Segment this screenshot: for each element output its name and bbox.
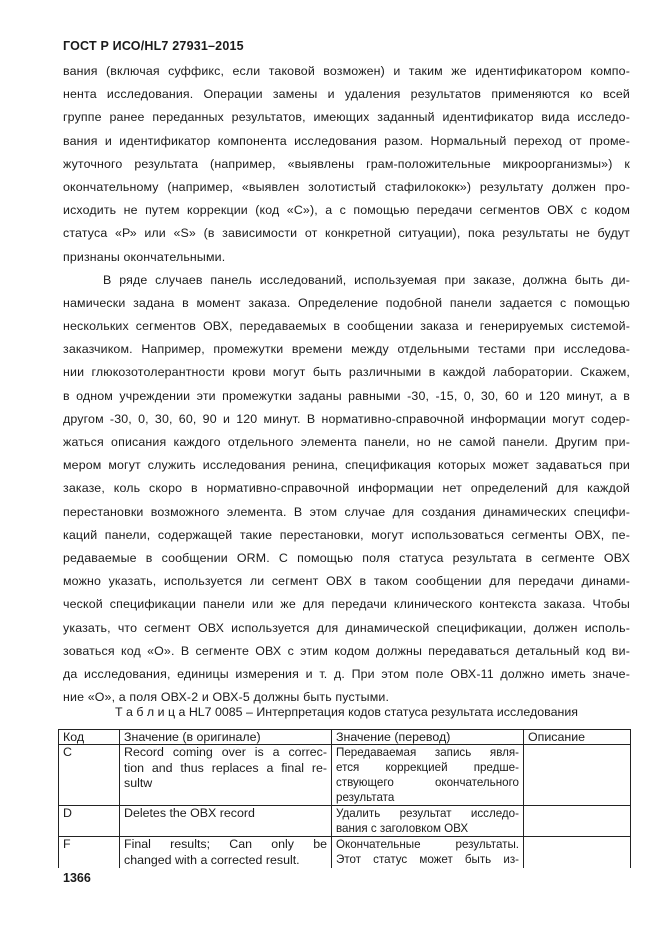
table-row xyxy=(59,837,631,869)
table-row xyxy=(59,806,631,837)
code-cell: C xyxy=(59,745,120,806)
document-header: ГОСТ Р ИСО/HL7 27931–2015 xyxy=(63,39,244,53)
text-line: другом -30, 0, 30, 60, 90 и 120 минут. В нормативно-справочной информации могут содер- xyxy=(63,411,630,426)
text-line: исходить не путем коррекции (код «С»), а с помощью передачи сегментов ОВХ с кодом xyxy=(63,203,630,218)
translation-cell xyxy=(332,837,524,869)
text-line: да исследования, единицы измерения и т. д. При этом поле ОВХ-11 должно иметь значе- xyxy=(63,666,630,681)
table-header-row xyxy=(59,730,631,745)
cell-line: Окончательные результаты. xyxy=(336,838,519,851)
cell-line: ется коррекцией предше- xyxy=(336,761,519,774)
text-line: жуточного результата (например, «выявлены грам-положительные микроорганизмы») к xyxy=(63,156,630,171)
paragraph-2 xyxy=(63,269,630,710)
text-line: признаны окончательными. xyxy=(63,249,226,264)
column-header-translation: Значение (перевод) xyxy=(332,730,524,745)
original-cell xyxy=(120,745,332,806)
code-cell: F xyxy=(59,837,120,869)
text-line: намически задана в момент заказа. Определение подобной панели задается с помощью xyxy=(63,295,630,310)
translation-cell xyxy=(332,745,524,806)
text-line: мером могут служить исследования ренина, спецификация которых может задаваться при xyxy=(63,458,630,473)
column-header-description: Описание xyxy=(524,730,631,745)
page-number: 1366 xyxy=(63,871,91,885)
text-line: нескольких сегментов ОВХ, передаваемых в сообщении заказа и генерируемых системой- xyxy=(63,319,630,334)
column-header-code: Код xyxy=(59,730,120,745)
cell-line: Удалить результат исследо- xyxy=(336,807,519,820)
text-line: вания и идентификатор компонента исследования разом. Нормальный переход от проме- xyxy=(63,133,630,148)
text-line: указать, что сегмент ОВХ используется для динамической спецификации, должен исполь- xyxy=(63,620,630,635)
text-line: ние «О», а поля ОВХ-2 и ОВХ-5 должны быть пустыми. xyxy=(63,690,390,705)
text-line: окончательному (например, «выявлен золотистый стафилококк») результату должен про- xyxy=(63,179,630,194)
text-line: в одном учреждении эти промежутки заданы равными -30, -15, 0, 30, 60 и 120 минут, а в xyxy=(63,388,630,403)
text-line: можно указать, используется ли сегмент ОВХ в таком сообщении для передачи динами- xyxy=(63,574,630,589)
text-line: зоваться код «О». В сегменте ОВХ с этим кодом должны передаваться детальный код ви- xyxy=(63,643,630,658)
text-line: нии глюкозотолерантности крови могут быть различными в каждой лаборатории. Скажем, xyxy=(63,365,630,380)
cell-line: ствующего окончательного xyxy=(336,776,519,789)
cell-line: sultw xyxy=(124,776,153,790)
description-cell xyxy=(524,745,631,806)
cell-line: Record coming over is a correc- xyxy=(124,745,327,759)
text-line: заказе, коль скоро в нормативно-справочной информации нет определений для каждой xyxy=(63,481,630,496)
cell-line: Передаваемая запись явля- xyxy=(336,746,519,759)
text-line: вания (включая суффикс, если таковой возможен) и таким же идентификатором компо- xyxy=(63,64,630,78)
cell-line: Final results; Can only be xyxy=(124,837,327,851)
cell-line: Deletes the OBX record xyxy=(124,806,255,820)
cell-line: changed with a corrected result. xyxy=(124,852,300,867)
code-cell: D xyxy=(59,806,120,837)
table-title: Т а б л и ц а HL7 0085 – Интерпретация кодов статуса результата исследования xyxy=(115,705,578,719)
text-line: нента исследования. Операции замены и удаления результатов применяются ко всей xyxy=(63,87,630,102)
translation-cell xyxy=(332,806,524,837)
text-line: жаться описания каждого отдельного элемента панели, но не самой панели. Другим при- xyxy=(63,435,630,449)
paragraph-1 xyxy=(63,60,630,269)
body-text xyxy=(63,60,630,709)
text-line: группе ранее переданных результатов, имеющих заданный идентификатор вида исследо- xyxy=(63,110,630,125)
description-cell xyxy=(524,837,631,869)
cell-line: результата xyxy=(336,791,395,804)
text-line: перестановки возможного элемента. В этом случае для создания динамических специфи- xyxy=(63,504,630,519)
text-line: редаваемые в сообщении ORM. С помощью поля статуса результата в сегменте ОВХ xyxy=(63,550,630,565)
original-cell xyxy=(120,806,332,837)
cell-line: вания с заголовком ОВХ xyxy=(336,822,469,835)
column-header-original: Значение (в оригинале) xyxy=(120,730,332,745)
status-codes-table xyxy=(58,729,631,868)
text-line: каций панели, содержащей такие перестановки, могут использоваться сегменты ОВХ, пе- xyxy=(63,527,630,542)
text-line: В ряде случаев панель исследований, используемая при заказе, должна быть ди- xyxy=(103,272,630,287)
cell-line: Этот статус может быть из- xyxy=(336,853,519,866)
description-cell xyxy=(524,806,631,837)
original-cell xyxy=(120,837,332,869)
text-line: ческой спецификации панели или же для передачи клинического контекста заказа. Чтобы xyxy=(63,597,630,612)
table-row xyxy=(59,745,631,806)
text-line: статуса «Р» или «S» (в зависимости от конкретной ситуации), пока результаты не будут xyxy=(63,226,630,241)
cell-line: tion and thus replaces a final re- xyxy=(124,760,327,775)
text-line: заказчиком. Например, промежутки времени между отдельными тестами при исследова- xyxy=(63,342,630,357)
